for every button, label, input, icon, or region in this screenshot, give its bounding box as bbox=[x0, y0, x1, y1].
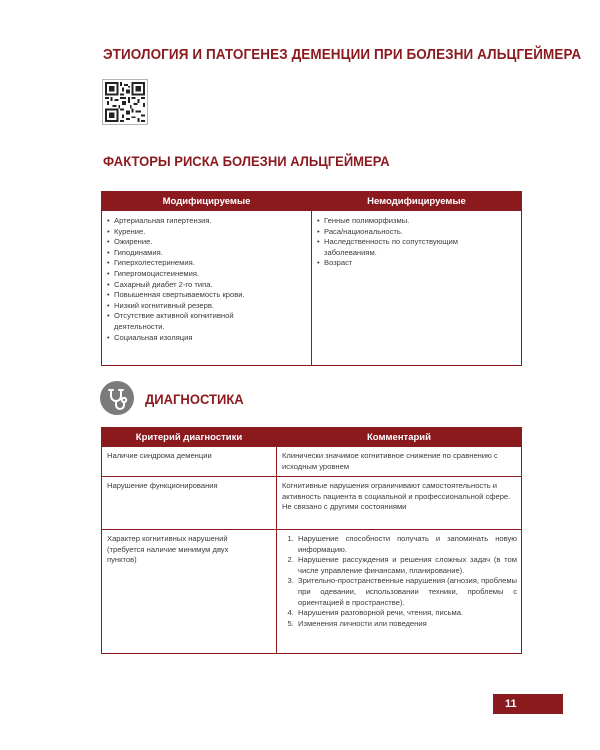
list-item: • Генные полиморфизмы. bbox=[317, 216, 517, 227]
diagnostics-table bbox=[101, 427, 522, 654]
comment-cell bbox=[277, 477, 522, 530]
list-item: • Возраст bbox=[317, 258, 517, 269]
table-row bbox=[102, 447, 522, 477]
list-item: • Гиперхолестеринемия. bbox=[107, 258, 307, 269]
table-row bbox=[102, 530, 522, 654]
nonmodifiable-cell bbox=[312, 211, 522, 366]
comment-text: Когнитивные нарушения ограничивают самостоятельность и активность пациента в социальной и профессиональной сфере. bbox=[282, 481, 511, 501]
diagnostics-title: ДИАГНОСТИКА bbox=[145, 391, 244, 407]
criterion-cell: Нарушение функционирования bbox=[102, 477, 277, 530]
comment-header: Комментарий bbox=[277, 428, 522, 447]
criterion-header: Критерий диагностики bbox=[102, 428, 277, 447]
list-item: 3. Зрительно-пространственные нарушения (агнозия, проблемы при одевании, использовании техники, проблемы с ориентацией в пространстве). bbox=[296, 576, 517, 608]
list-item: • Раса/национальность. bbox=[317, 227, 517, 238]
qr-code-icon[interactable] bbox=[102, 79, 148, 125]
list-item: 2. Нарушение рассуждения и решения сложных задач (в том числе управление финансами, планирование). bbox=[296, 555, 517, 576]
list-item: • Курение. bbox=[107, 227, 307, 238]
list-item: • Наследственность по сопутствующим заболеваниям. bbox=[317, 237, 517, 258]
nonmodifiable-list bbox=[317, 216, 517, 269]
criterion-cell: Наличие синдрома деменции bbox=[102, 447, 277, 477]
list-item: • Повышенная свертываемость крови. bbox=[107, 290, 307, 301]
list-item: • Сахарный диабет 2-го типа. bbox=[107, 280, 307, 291]
list-item: • Артериальная гипертензия. bbox=[107, 216, 307, 227]
comment-cell: Клинически значимое когнитивное снижение по сравнению с исходным уровнем bbox=[277, 447, 522, 477]
risk-factors-title: ФАКТОРЫ РИСКА БОЛЕЗНИ АЛЬЦГЕЙМЕРА bbox=[103, 153, 390, 169]
comment-cell bbox=[277, 530, 522, 654]
list-item: • Гипергомоцистеинемия. bbox=[107, 269, 307, 280]
table-row bbox=[102, 477, 522, 530]
risk-factors-table bbox=[101, 191, 522, 366]
list-item: • Низкий когнитивный резерв. bbox=[107, 301, 307, 312]
modifiable-header: Модифицируемые bbox=[102, 192, 312, 211]
stethoscope-icon bbox=[100, 381, 134, 415]
modifiable-list bbox=[107, 216, 307, 343]
list-item: 1. Нарушение способности получать и запоминать новую информацию. bbox=[296, 534, 517, 555]
comment-text: Не связано с другими состояниями bbox=[282, 502, 407, 512]
list-item: • Ожирение. bbox=[107, 237, 307, 248]
section-title: ЭТИОЛОГИЯ И ПАТОГЕНЕЗ ДЕМЕНЦИИ ПРИ БОЛЕЗНИ АЛЬЦГЕЙМЕРА bbox=[103, 47, 582, 63]
criterion-text: Характер когнитивных нарушений (требуется наличие минимум двух пунктов) bbox=[107, 534, 229, 565]
criterion-cell bbox=[102, 530, 277, 654]
cognitive-impairments-list bbox=[282, 534, 517, 629]
nonmodifiable-header: Немодифицируемые bbox=[312, 192, 522, 211]
list-item: • Отсутствие активной когнитивной деятельности. bbox=[107, 311, 307, 332]
list-item: • Гиподинамия. bbox=[107, 248, 307, 259]
list-item: 4. Нарушения разговорной речи, чтения, письма. bbox=[296, 608, 517, 619]
page-number: 11 bbox=[493, 694, 563, 714]
list-item: • Социальная изоляция bbox=[107, 333, 307, 344]
list-item: 5. Изменения личности или поведения bbox=[296, 619, 517, 630]
modifiable-cell bbox=[102, 211, 312, 366]
